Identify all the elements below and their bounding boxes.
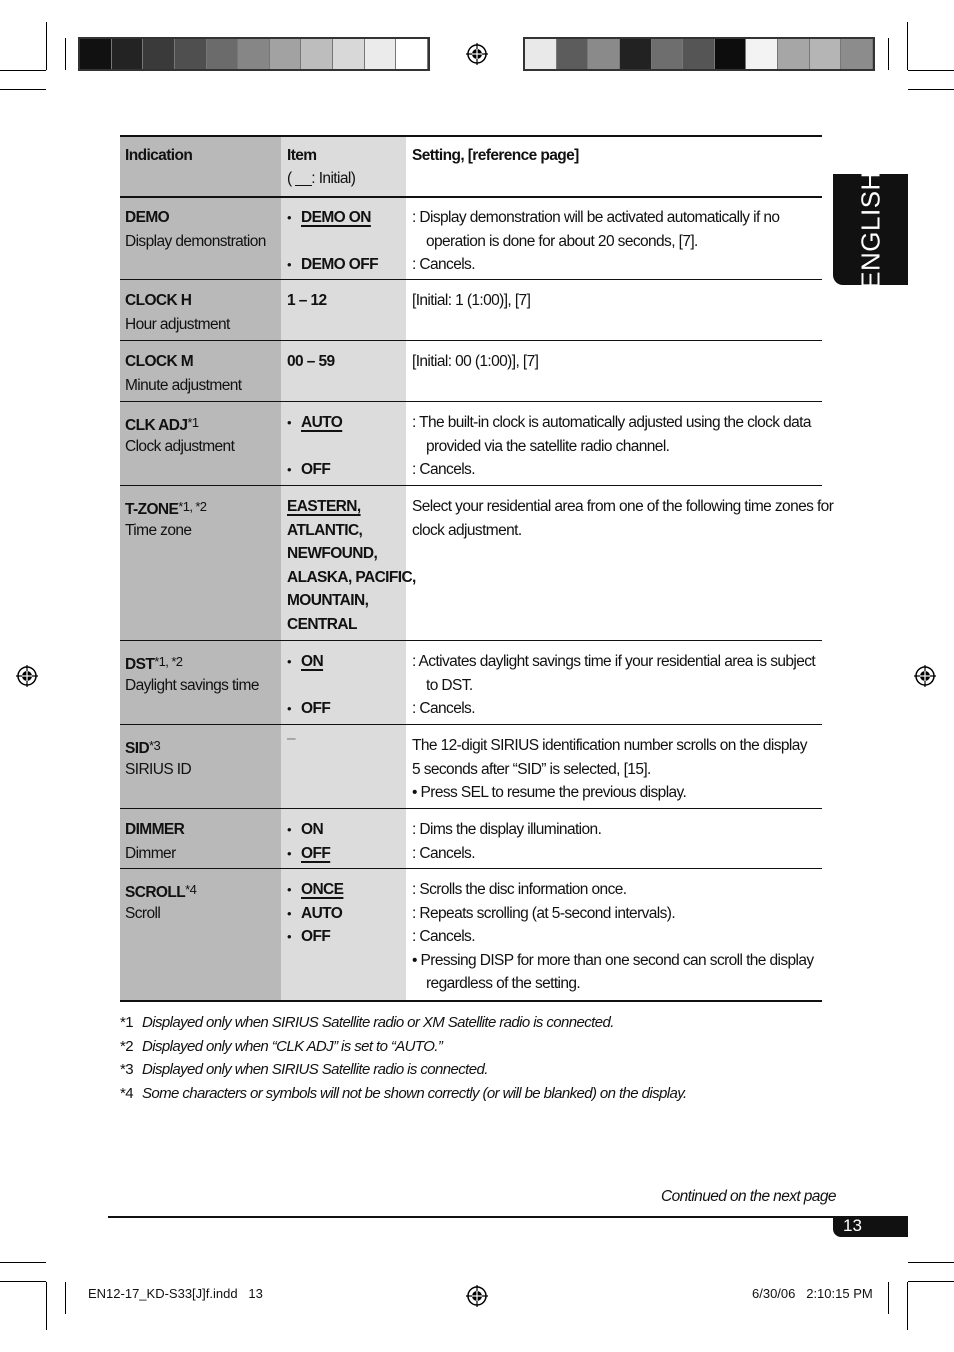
setting-text: : Scrolls the disc information once. [412, 881, 627, 898]
table-row [120, 197, 822, 280]
color-swatch [112, 39, 144, 69]
color-swatch [715, 39, 747, 69]
slug-left: EN12-17_KD-S33[J]f.indd 13 [88, 1286, 263, 1301]
bullet: • [287, 654, 292, 669]
footnote-text: Displayed only when SIRIUS Satellite radio is connected. [142, 1061, 488, 1078]
setting-text: : Cancels. [412, 928, 475, 945]
indication-name: DST*1, *2 [125, 654, 183, 673]
item-option: DEMO ON [301, 209, 371, 226]
footnote-mark: *2 [120, 1037, 133, 1055]
footnote-reference: *1, *2 [154, 654, 183, 669]
footnote-text: Displayed only when SIRIUS Satellite radio or XM Satellite radio is connected. [142, 1014, 614, 1031]
indication-description: Minute adjustment [125, 376, 242, 394]
footnote-reference: *1 [187, 415, 199, 430]
setting-text: [Initial: 00 (1:00)], [7] [412, 353, 539, 370]
item-option: OFF [301, 461, 331, 478]
bottom-rule [108, 1216, 908, 1218]
setting-text: • Pressing DISP for more than one second can scroll the display [412, 951, 814, 969]
item-option: ON [301, 821, 324, 838]
color-swatch [301, 39, 333, 69]
indication-description: Scroll [125, 904, 161, 922]
indication-description: Time zone [125, 521, 192, 539]
indication-name: T-ZONE*1, *2 [125, 499, 207, 518]
color-swatch [557, 39, 589, 69]
header-indication: Indication [125, 147, 193, 164]
registration-mark-icon [16, 665, 38, 687]
color-swatch [588, 39, 620, 69]
color-swatch [143, 39, 175, 69]
item-option: – [287, 730, 296, 747]
setting-text: : Dims the display illumination. [412, 821, 602, 838]
indication-description: Clock adjustment [125, 437, 235, 455]
item-option: ON [301, 653, 324, 670]
bullet: • [287, 905, 292, 921]
bullet: • [287, 845, 292, 861]
color-swatch [746, 39, 778, 69]
setting-text: to DST. [426, 676, 473, 694]
indication-name: CLK ADJ*1 [125, 415, 199, 434]
table-row [120, 641, 822, 725]
item-option: DEMO OFF [301, 256, 378, 273]
item-option: OFF [301, 844, 331, 862]
color-swatch [270, 39, 302, 69]
table-rule [120, 868, 822, 869]
bullet: • [287, 462, 292, 477]
indication-name: DEMO [125, 209, 170, 226]
table-rule [120, 485, 822, 486]
setting-text: clock adjustment. [412, 521, 522, 539]
footnote-reference: *3 [149, 738, 161, 753]
setting-text: : Cancels. [412, 844, 475, 862]
setting-text: [Initial: 1 (1:00)], [7] [412, 292, 531, 309]
table-rule [120, 1000, 822, 1002]
item-option: 1 – 12 [287, 292, 327, 309]
setting-text: : Activates daylight savings time if your residential area is subject [412, 653, 816, 670]
setting-text: • Press SEL to resume the previous display. [412, 784, 687, 801]
table-rule [120, 196, 822, 198]
indication-description: SIRIUS ID [125, 760, 192, 778]
color-swatch [525, 39, 557, 69]
indication-name: CLOCK H [125, 292, 192, 309]
table-row [120, 809, 822, 869]
footnote-text: Some characters or symbols will not be shown correctly (or will be blanked) on the display. [142, 1084, 687, 1102]
color-swatch [80, 39, 112, 69]
item-option: 00 – 59 [287, 353, 335, 370]
table-row [120, 869, 822, 1000]
registration-mark-icon [914, 665, 936, 687]
bullet: • [287, 415, 292, 430]
indication-name: DIMMER [125, 821, 185, 838]
setting-text: : Cancels. [412, 461, 475, 478]
bullet: • [287, 822, 292, 837]
indication-name: CLOCK M [125, 353, 194, 370]
item-option: ONCE [301, 881, 344, 898]
color-swatch [207, 39, 239, 69]
setting-text: : The built-in clock is automatically adjusted using the clock data [412, 414, 811, 431]
continued-note: Continued on the next page [661, 1188, 836, 1205]
color-swatch [238, 39, 270, 69]
color-swatch [396, 39, 428, 69]
bullet: • [287, 929, 292, 944]
table-row [120, 486, 834, 641]
slug-right: 6/30/06 2:10:15 PM [752, 1286, 873, 1301]
setting-text: regardless of the setting. [426, 975, 581, 992]
color-swatch [620, 39, 652, 69]
table-row [120, 402, 822, 486]
color-swatch [365, 39, 397, 69]
footnote-reference: *1, *2 [178, 499, 207, 514]
item-option: AUTO [301, 904, 343, 922]
registration-mark-icon [466, 1285, 488, 1307]
color-swatch [810, 39, 842, 69]
table-rule [120, 340, 822, 341]
setting-text: : Display demonstration will be activated automatically if no [412, 209, 780, 226]
language-tab-label: ENGLISH [855, 170, 885, 289]
bullet: • [287, 257, 292, 272]
bullet: • [287, 210, 292, 225]
page-number-box [833, 1217, 908, 1237]
language-tab [833, 170, 908, 289]
footnote-reference: *4 [185, 882, 197, 897]
table-row [120, 341, 822, 402]
indication-description: Display demonstration [125, 232, 266, 250]
item-option: CENTRAL [287, 615, 357, 633]
setting-text: Select your residential area from one of the following time zones for [412, 498, 834, 515]
indication-name: SCROLL*4 [125, 882, 197, 901]
item-option: ATLANTIC, [287, 521, 363, 539]
indication-description: Hour adjustment [125, 315, 230, 333]
color-swatch [175, 39, 207, 69]
setting-text: : Repeats scrolling (at 5-second intervals). [412, 904, 676, 922]
page-number: 13 [843, 1216, 862, 1235]
setting-text: operation is done for about 20 seconds, [7]. [426, 232, 698, 250]
table-rule [120, 640, 822, 641]
item-option: NEWFOUND, [287, 545, 378, 562]
table-row [120, 280, 822, 341]
setting-text: The 12-digit SIRIUS identification number scrolls on the display [412, 737, 807, 754]
color-bar-left [78, 37, 430, 71]
indication-name: SID*3 [125, 738, 161, 757]
item-option: OFF [301, 928, 331, 945]
color-swatch [652, 39, 684, 69]
color-swatch [778, 39, 810, 69]
footnote-mark: *4 [120, 1084, 133, 1102]
table-rule [120, 279, 822, 280]
color-swatch [841, 39, 873, 69]
table-rule [120, 401, 822, 402]
setting-text: provided via the satellite radio channel. [426, 437, 670, 455]
color-bar-right [523, 37, 875, 71]
item-option: OFF [301, 700, 331, 717]
item-option: MOUNTAIN, [287, 592, 369, 609]
color-swatch [333, 39, 365, 69]
header-item: Item [287, 147, 317, 164]
item-option: AUTO [301, 414, 343, 431]
registration-mark-icon [466, 43, 488, 65]
item-option: EASTERN, [287, 498, 361, 515]
settings-table [120, 135, 834, 1001]
indication-description: Daylight savings time [125, 676, 259, 694]
table-row [120, 725, 822, 809]
indication-description: Dimmer [125, 844, 176, 862]
table-header [120, 135, 822, 197]
header-setting: Setting, [reference page] [412, 147, 579, 164]
color-swatch [683, 39, 715, 69]
bullet: • [287, 882, 292, 897]
bullet: • [287, 701, 292, 716]
item-option: ALASKA, PACIFIC, [287, 568, 416, 586]
footnote-mark: *3 [120, 1061, 133, 1078]
setting-text: : Cancels. [412, 256, 475, 273]
table-rule [120, 808, 822, 809]
table-rule [120, 135, 822, 137]
setting-text: : Cancels. [412, 700, 475, 717]
table-rule [120, 724, 822, 725]
setting-text: 5 seconds after “SID” is selected, [15]. [412, 760, 651, 778]
footnote-mark: *1 [120, 1014, 133, 1031]
header-item-note: ( __: Initial) [287, 170, 356, 187]
footnote-text: Displayed only when “CLK ADJ” is set to “AUTO.” [142, 1037, 443, 1055]
